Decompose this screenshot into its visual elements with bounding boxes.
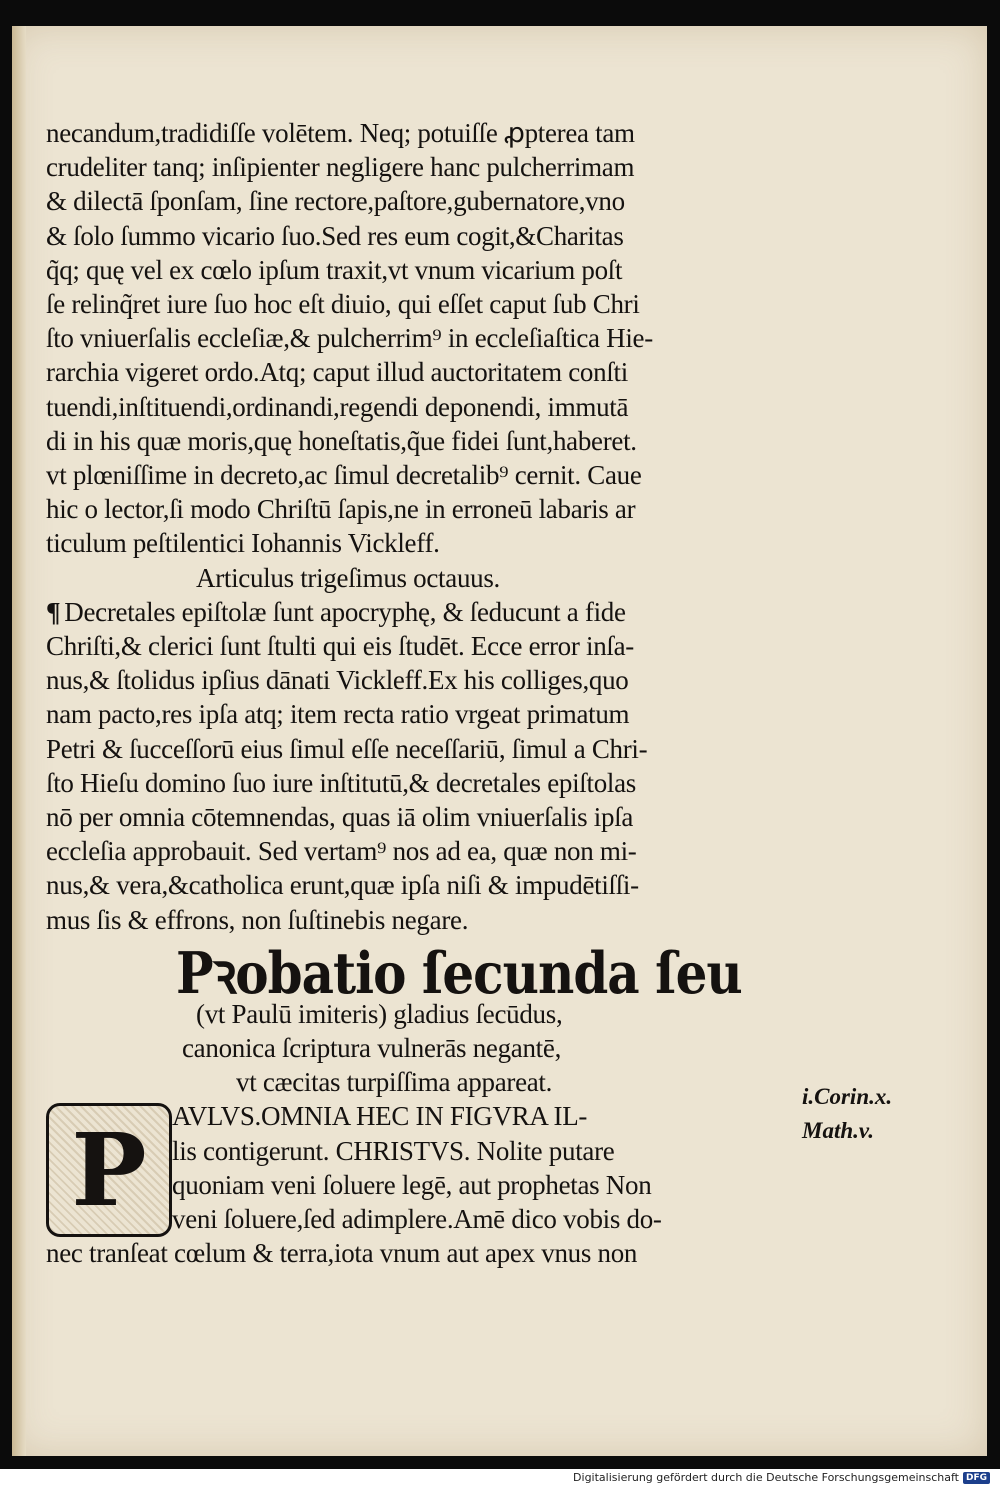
- margin-note: i.Corin.x.: [802, 1084, 893, 1109]
- text-line: nus,& ſtolidus ipſius dānati Vickleff.Ex his colliges,quo: [46, 665, 629, 696]
- text-line: ticulum peſtilentici Iohannis Vickleff.: [46, 528, 440, 559]
- margin-note: Math.v.: [802, 1118, 874, 1143]
- text-line: veni ſoluere,ſed adimplere.Amē dico vobis do-: [172, 1204, 662, 1235]
- article-heading: Articulus trigeſimus octauus.: [196, 562, 501, 593]
- text-line: vt plœniſſime in decreto,ac ſimul decretalib⁹ cernit. Caue: [46, 460, 642, 491]
- text-line: necandum,tradidiſſe volētem. Neq; potuiſſe ꝓpterea tam: [46, 118, 635, 148]
- paragraph-mark: ¶: [46, 596, 61, 627]
- subheading-line: canonica ſcriptura vulnerās negantē,: [182, 1033, 562, 1064]
- text-line: [46, 595, 806, 629]
- text-line: hic o lector,ſi modo Chriſtū ſapis,ne in erroneū labaris ar: [46, 494, 636, 525]
- decorated-initial-letter: P: [71, 1111, 147, 1230]
- text-line: crudeliter tanq; inſipienter negligere hanc pulcherrimam: [46, 152, 635, 183]
- text-line: rarchia vigeret ordo.Atq; caput illud auctoritatem conſti: [46, 357, 628, 388]
- dropcap-paragraph: [46, 1099, 806, 1270]
- subheading-line: (vt Paulū imiteris) gladius ſecūdus,: [196, 998, 563, 1029]
- text-line: nus,& vera,&catholica erunt,quæ ipſa niſi & impudētiſſi-: [46, 870, 639, 901]
- section-heading: Pꝛobatio ſecunda ſeu: [176, 938, 742, 1007]
- subheading-line: vt cæcitas turpiſſima appareat.: [236, 1067, 553, 1098]
- text-line: tuendi,inſtituendi,ordinandi,regendi deponendi, immutā: [46, 391, 629, 422]
- text-line: nec tranſeat cœlum & terra,iota vnum aut apex vnus non: [46, 1238, 638, 1269]
- text-line: Petri & ſucceſſorū eius ſimul eſſe neceſſariū, ſimul a Chri-: [46, 733, 648, 764]
- page-gutter: [12, 26, 26, 1456]
- decorated-initial: [46, 1103, 172, 1237]
- digitization-footer: [573, 1468, 990, 1487]
- text-line: Chriſti,& clerici ſunt ſtulti qui eis ſtudēt. Ecce error inſa-: [46, 631, 634, 662]
- text-line: ſe relinq̃ret iure ſuo hoc eſt diuio, qui eſſet caput ſub Chri: [46, 289, 640, 320]
- text-line: quoniam veni ſoluere legē, aut prophetas Non: [172, 1169, 652, 1200]
- text-line: di in his quæ moris,quę honeſtatis,q̃ue fidei ſunt,haberet.: [46, 425, 637, 456]
- text-line: ſto vniuerſalis eccleſiæ,& pulcherrim⁹ in eccleſiaſtica Hie-: [46, 323, 653, 354]
- text-line-content: Decretales epiſtolæ ſunt apocryphę, & ſeducunt a fide: [64, 596, 626, 627]
- text-line: q̃q; quę vel ex cœlo ipſum traxit,vt vnum vicarium poſt: [46, 254, 623, 285]
- text-line: & ſolo ſummo vicario ſuo.Sed res eum cogit,&Charitas: [46, 220, 624, 251]
- text-line: & dilectā ſponſam, ſine rectore,paſtore,gubernatore,vno: [46, 186, 625, 217]
- book-page: [12, 26, 987, 1456]
- text-line: eccleſia approbauit. Sed vertam⁹ nos ad ea, quæ non mi-: [46, 836, 637, 867]
- page-text: [46, 116, 806, 1271]
- footer-credit: Digitalisierung gefördert durch die Deutsche Forschungsgemeinschaft: [573, 1471, 959, 1484]
- text-line: nō per omnia cōtemnendas, quas iā olim vniuerſalis ipſa: [46, 802, 634, 833]
- text-line: AVLVS.OMNIA HEC IN FIGVRA IL-: [172, 1101, 588, 1132]
- dfg-logo-icon[interactable]: DFG: [963, 1472, 990, 1484]
- text-line: ſto Hieſu domino ſuo iure inſtitutū,& decretales epiſtolas: [46, 767, 636, 798]
- text-line: nam pacto,res ipſa atq; item recta ratio vrgeat primatum: [46, 699, 630, 730]
- text-line: mus ſis & effrons, non ſuſtinebis negare.: [46, 904, 469, 935]
- text-line: lis contigerunt. CHRISTVS. Nolite putare: [172, 1135, 615, 1166]
